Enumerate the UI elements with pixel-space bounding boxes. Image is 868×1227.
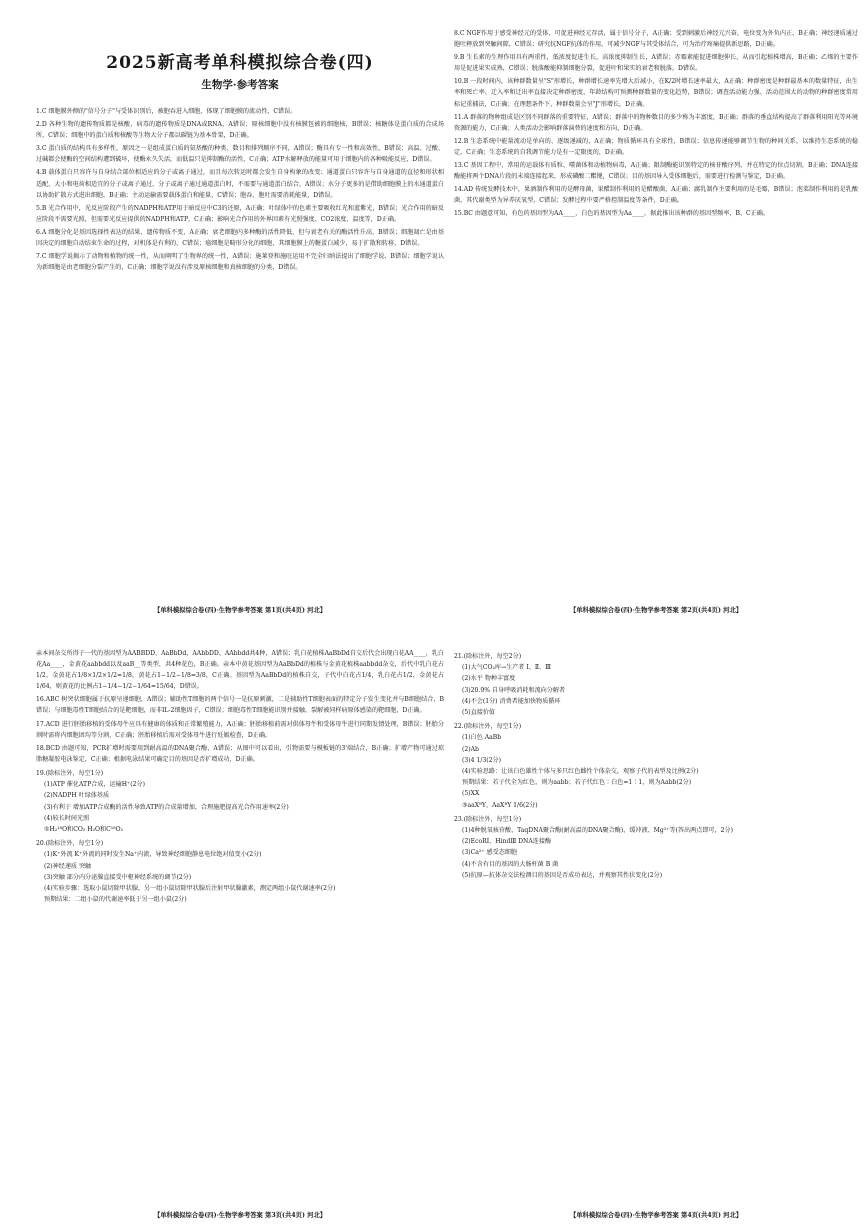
answer-line: (4)实验步骤：选取小鼠切除甲状腺，另一组小鼠切除甲状腺后注射甲状腺激素，测定两组小鼠代谢速率(2分)	[44, 884, 336, 892]
answer-item: 4.B 载体蛋白只容许与自身结合部位相适应的分子或离子通过，而且每次转运时都会发生自身构象的改变；通道蛋白只容许与自身通道的直径和形状相适配、大小和电荷相适宜的分子或离子通过，分子或离子通过通道蛋白时，不需要与通道蛋白结合，A错误；水分子更多的是借助细胞膜上的水通道蛋白以协助扩散方式进出细胞，B正确；主动运输需要载体蛋白和能量，C错误；胞吞、胞吐需要消耗能量，D错误。	[36, 169, 444, 199]
question-heading: 19.(除标注外，每空1分)	[36, 769, 104, 777]
question-heading: 23.(除标注外，每空1分)	[454, 815, 522, 823]
answer-line: (3)突触 部分内分泌腺直接受中枢神经系统的调节(2分)	[44, 873, 192, 881]
answer-line: (2)神经递质 突触	[44, 862, 92, 870]
answer-item: 11.A 群落的物种组成是区别不同群落的重要特征，A错误；群落中的物种数目的多少称为丰富度，B正确；群落的垂直结构提高了群落利用阳光等环境资源的能力，C正确；人类活动会影响群落演替的速度和方向，D正确。	[454, 113, 858, 132]
answer-item: 16.ABC 树突状细胞属于抗原呈递细胞，A错误；辅助性T细胞的两个信号一是抗原刺激，二是辅助性T细胞表面的特定分子发生变化并与B细胞结合，B错误；与细胞毒性T细胞结合的是靶细胞，而非IL-2细胞因子，C错误；细胞毒性T细胞能识别并接触、裂解被同样病原体感染的靶细胞，D正确。	[36, 696, 444, 715]
question-heading: 20.(除标注外，每空1分)	[36, 840, 104, 848]
answer-item: 5.B 光合作用中，光反应阶段产生的NADPH和ATP用于暗反应中C3的还原，A正确；叶绿体中的色素主要吸收红光和蓝紫光，B错误；光合作用的暗反应阶段不需要光照，但需要光反应提供的NADPH和ATP，C正确；影响光合作用的外界因素有光照强度、CO2浓度、温度等，D正确。	[36, 204, 444, 223]
answer-item: 15.BC 由题意可知，有色的基因型为AA____，白色的基因型为Aa____，据此推出该种群的基因型频率，B、C正确。	[454, 210, 769, 218]
answer-item: 14.AD 传统发酵技术中，果酒制作利用的是酵母菌，果醋制作利用的是醋酸菌，A正确；腐乳制作主要利用的是毛霉，B错误；泡菜制作利用的是乳酸菌，其代谢类型为异养厌氧型，C错误；发酵过程中要严格控制温度等条件，D正确。	[454, 186, 858, 205]
answer-item: 亲本间杂交所得子一代的基因型为AABBDD、AaBbDd、AAbbDD、AAbbdd共4种，A错误；乳白花植株AaBbDd自交后代会出现白花AA____，乳白花Aa____，金黄花aabbdd以及aaB__等类型，共4种花色，B正确。亲本中黄花基因型为AaBbDd的植株与金黄花植株aabbdd杂交，后代中乳白花占1/2，金黄花占1/8×1/2×1/2=1/8，黄花占1−1/2−1/8=3/8，C正确。基因型为AaBbDd的植株自交，子代中白花占1/4，乳白花占1/2，金黄花占1/64，则黄花的比例占1−1/4−1/2−1/64=15/64，D错误。	[36, 650, 444, 691]
answer-line: (4)较长时间光照	[44, 814, 90, 822]
answer-sections-3	[36, 768, 444, 905]
answer-line: (1)ATP 催化ATP合成，运输H⁺(2分)	[44, 781, 145, 789]
answer-line: (1)4种脱氧核苷酸、TaqDNA聚合酶(耐高温的DNA聚合酶)、缓冲液、Mg²⁺等(答出两点即可，2分)	[462, 827, 733, 835]
page-1	[36, 28, 444, 618]
answer-line: 预期结果：若子代全为红色，则为aabb；若子代红色∶白色=1∶1，则为Aabb(2分)	[462, 779, 692, 787]
answer-line: (1)大气CO₂库→生产者 Ⅰ、Ⅱ、Ⅲ	[462, 664, 551, 672]
answer-line: (1)白色 AaBb	[462, 734, 502, 742]
page-footer-4: 【单科模拟综合卷(四)·生物学参考答案 第4页(共4页) 河北】	[569, 1212, 743, 1219]
answer-item: 17.ACD 进行胚胎移植的受体母牛应具有健康的体质和正常繁殖能力，A正确；胚胎移植前需对供体母牛和受体母牛进行同期发情处理，B错误；胚胎分割时需将内细胞团均等分割，C正确；胚胎移植后需对受体母牛进行妊娠检查，D正确。	[36, 720, 444, 739]
answer-line: (3)Ca²⁺ 感受态细胞	[462, 849, 517, 857]
answer-line: (4)不会(1分) 消费者能加快物质循环	[462, 697, 561, 705]
answer-item: 3.C 蛋白质的结构具有多样性，原因之一是组成蛋白质的氨基酸的种类、数目和排列顺序不同，A错误；酶具有专一性和高效性，B错误；高温、过酸、过碱都会使酶的空间结构遭到破坏，使酶永久失活，而低温只是抑制酶的活性，C正确；ATP水解释放的能量可用于细胞内的各种吸能反应，D错误。	[36, 145, 444, 164]
answer-line: (1)K⁺外流 K⁺外流的同时发生Na⁺内流，导致神经细胞静息电位绝对值变小(2分)	[44, 851, 262, 859]
answer-line: (5)直接价值	[462, 709, 496, 717]
answer-item: 9.B 生长素的生理作用具有两重性，低浓度促进生长，高浓度抑制生长，A错误；赤霉素能促进细胞伸长，从而引起植株增高，B正确；乙烯的主要作用是促进果实成熟，C错误；脱落酸能抑制细胞分裂，促进叶和果实的衰老和脱落，D错误。	[454, 54, 858, 73]
answer-line: (5)XX	[462, 790, 480, 798]
answer-item: 2.D 各种生物的遗传物质都是核酸，病毒的遗传物质是DNA或RNA，A错误；原核细胞中没有核膜包被的细胞核，B错误；核糖体是蛋白质的合成场所，C错误；细胞中的蛋白质和核酸等生物大分子都以碳链为基本骨架，D正确。	[36, 121, 444, 140]
page-footer-3: 【单科模拟综合卷(四)·生物学参考答案 第3页(共4页) 河北】	[153, 1212, 327, 1219]
answer-line: (4)不含有目的基因的大肠杆菌 B 菌	[462, 860, 559, 868]
answer-line: (2)水平 物种丰富度	[462, 675, 516, 683]
answer-line: (2)NADPH 叶绿体基质	[44, 792, 110, 800]
answer-line: 预期结果：二组小鼠的代谢速率低于另一组小鼠(2分)	[44, 896, 187, 904]
answer-item: 12.B 生态系统中能量流动是单向的、逐级递减的，A正确；物质循环具有全球性，B错误；信息传递能够调节生物的种间关系，以维持生态系统的稳定，C正确；生态系统的自我调节能力是有一定限度的，D正确。	[454, 137, 858, 156]
page-2	[454, 28, 858, 618]
answer-item: 18.BCD 由题可知，PCR扩增时需要用到耐高温的DNA聚合酶，A错误；从图中可以看出，引物需要与模板链的3'端结合，B正确；扩增产物可通过琼脂糖凝胶电泳鉴定，C正确；根据电泳结果可确定目的基因是否扩增成功，D正确。	[36, 744, 444, 763]
answer-item: 10.B 一段时间内，该种群数量呈"S"形增长，种群增长速率先增大后减小，在K/2时增长速率最大，A正确；种群密度是种群最基本的数量特征，出生率和死亡率、迁入率和迁出率直接决定种群密度，年龄结构可预测种群数量的变化趋势，B错误；调查活动能力强、活动范围大的动物的种群密度常用标记重捕法，C正确；在理想条件下，种群数量会呈"J"形增长，D正确。	[454, 78, 858, 108]
page-3	[36, 648, 444, 1223]
question-heading: 21.(除标注外，每空2分)	[454, 653, 522, 660]
answer-list-1	[36, 106, 444, 273]
answer-line: (3)有利于 增加ATP合成酶的活性导致ATP的合成量增加，合理施肥提高光合作用速率(2分)	[44, 803, 289, 811]
answer-line: ③aaXᴮY、AaXᴮY 1/6(2分)	[462, 801, 538, 809]
answer-item: 1.C 细胞膜外侧的"信号分子"与受体识别后，被胞吞进入细胞，体现了细胞膜的流动性，C错误。	[36, 108, 297, 115]
answer-line: (3)4 1/3(2分)	[462, 756, 501, 764]
answer-line: (2)Ab	[462, 745, 479, 753]
answer-line: (3)20.9% 自身呼吸消耗和流向分解者	[462, 686, 566, 694]
answer-item: 8.C NGF作用于感受神经元的受体，可促进神经元存活，属于信号分子，A正确；受到刺激后神经元兴奋，电位变为外负内正，B正确；神经递质通过胞吐释放到突触间隙，C错误；研究抗NGF抗体的作用，可减少NGF与其受体结合，可为治疗疼痛提供新思路，D正确。	[454, 30, 858, 49]
answer-list-3	[36, 648, 444, 765]
page-footer-1: 【单科模拟综合卷(四)·生物学参考答案 第1页(共4页) 河北】	[153, 607, 327, 614]
answer-item: 13.C 基因工程中，常用的运载体有质粒、噬菌体和动植物病毒，A正确；限制酶能识别特定的核苷酸序列，并在特定的位点切割，B正确；DNA连接酶能将两个DNA片段的末端连接起来，形成磷酸二酯键，C错误；目的基因导入受体细胞后，需要进行检测与鉴定，D正确。	[454, 162, 858, 181]
answer-line: ⑤H₂¹⁸O和CO₂ H₂O和C¹⁸O₂	[44, 825, 124, 833]
question-heading: 22.(除标注外，每空1分)	[454, 723, 522, 731]
answer-line: (4)实验思路：让该白色雄性个体与多只红色雌性个体杂交，观察子代的表型及比例(2分)	[462, 768, 699, 776]
answer-list-2	[454, 28, 858, 220]
document-title: 2025新高考单科模拟综合卷(四)	[106, 53, 374, 73]
answer-line: (2)EcoRⅠ、HindⅢ DNA连接酶	[462, 838, 552, 846]
answer-item: 6.A 细胞分化是基因选择性表达的结果，遗传物质不变，A正确；衰老细胞内多种酶的活性降低，但与衰老有关的酶活性升高，B错误；细胞凋亡是由基因决定的细胞自动结束生命的过程，对机体是有利的，C错误；癌细胞是畸形分化的细胞，其细胞膜上的糖蛋白减少，易于扩散和转移，D错误。	[36, 228, 444, 248]
answer-line: (5)抗原—抗体杂交法检测目的基因是否成功表达，并观察其性状变化(2分)	[462, 871, 663, 879]
answer-sections-4	[454, 651, 858, 881]
answer-item: 7.C 细胞学说揭示了动物和植物的统一性，从而阐明了生物界的统一性，A错误；施莱登和施旺运用不完全归纳法提出了细胞学说，B错误；细胞学说认为新细胞是由老细胞分裂产生的，C正确；细胞学说没有涉及原核细胞和真核细胞的分类，D错误。	[36, 253, 444, 272]
page-4	[454, 648, 858, 1223]
page-footer-2: 【单科模拟综合卷(四)·生物学参考答案 第2页(共4页) 河北】	[569, 607, 743, 614]
document-subtitle: 生物学·参考答案	[201, 79, 279, 91]
